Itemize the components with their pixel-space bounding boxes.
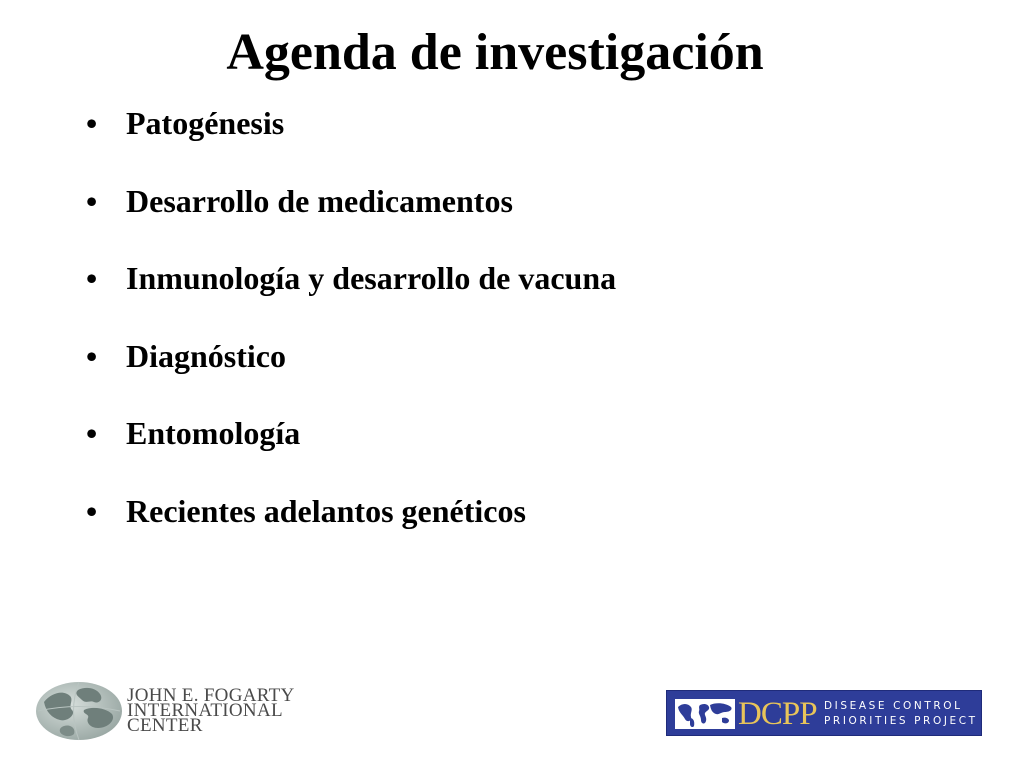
world-map-icon [675,699,735,729]
bullet-item [86,492,616,531]
dcpp-line-1: DISEASE CONTROL [824,700,963,712]
fogarty-line-2: INTERNATIONAL [127,700,283,721]
bullet-item [86,414,616,453]
bullet-marker: • [86,492,98,529]
slide-title: Agenda de investigación [226,24,764,81]
fogarty-logo [34,680,334,744]
bullet-text: Desarrollo de medicamentos [126,182,513,219]
bullet-item [86,337,616,376]
bullet-item [86,259,616,298]
dcpp-full-name [824,699,978,729]
bullet-marker: • [86,415,98,452]
fogarty-name [127,685,295,736]
dcpp-abbreviation: DCPP [738,696,817,732]
bullet-list [86,104,616,570]
bullet-marker: • [86,260,98,297]
globe-icon [34,680,124,742]
fogarty-line-3: CENTER [127,715,203,736]
fogarty-line-1: JOHN E. FOGARTY [127,685,295,706]
bullet-marker: • [86,105,98,141]
bullet-text: Inmunología y desarrollo de vacuna [126,260,617,297]
dcpp-line-2: PRIORITIES PROJECT [824,715,978,727]
bullet-item [86,104,616,143]
bullet-text: Recientes adelantos genéticos [126,492,526,529]
bullet-marker: • [86,182,98,219]
bullet-text: Diagnóstico [126,337,286,374]
bullet-text: Patogénesis [126,105,285,141]
bullet-text: Entomología [126,415,301,452]
bullet-marker: • [86,337,98,374]
bullet-item [86,182,616,221]
dcpp-logo [666,690,982,736]
